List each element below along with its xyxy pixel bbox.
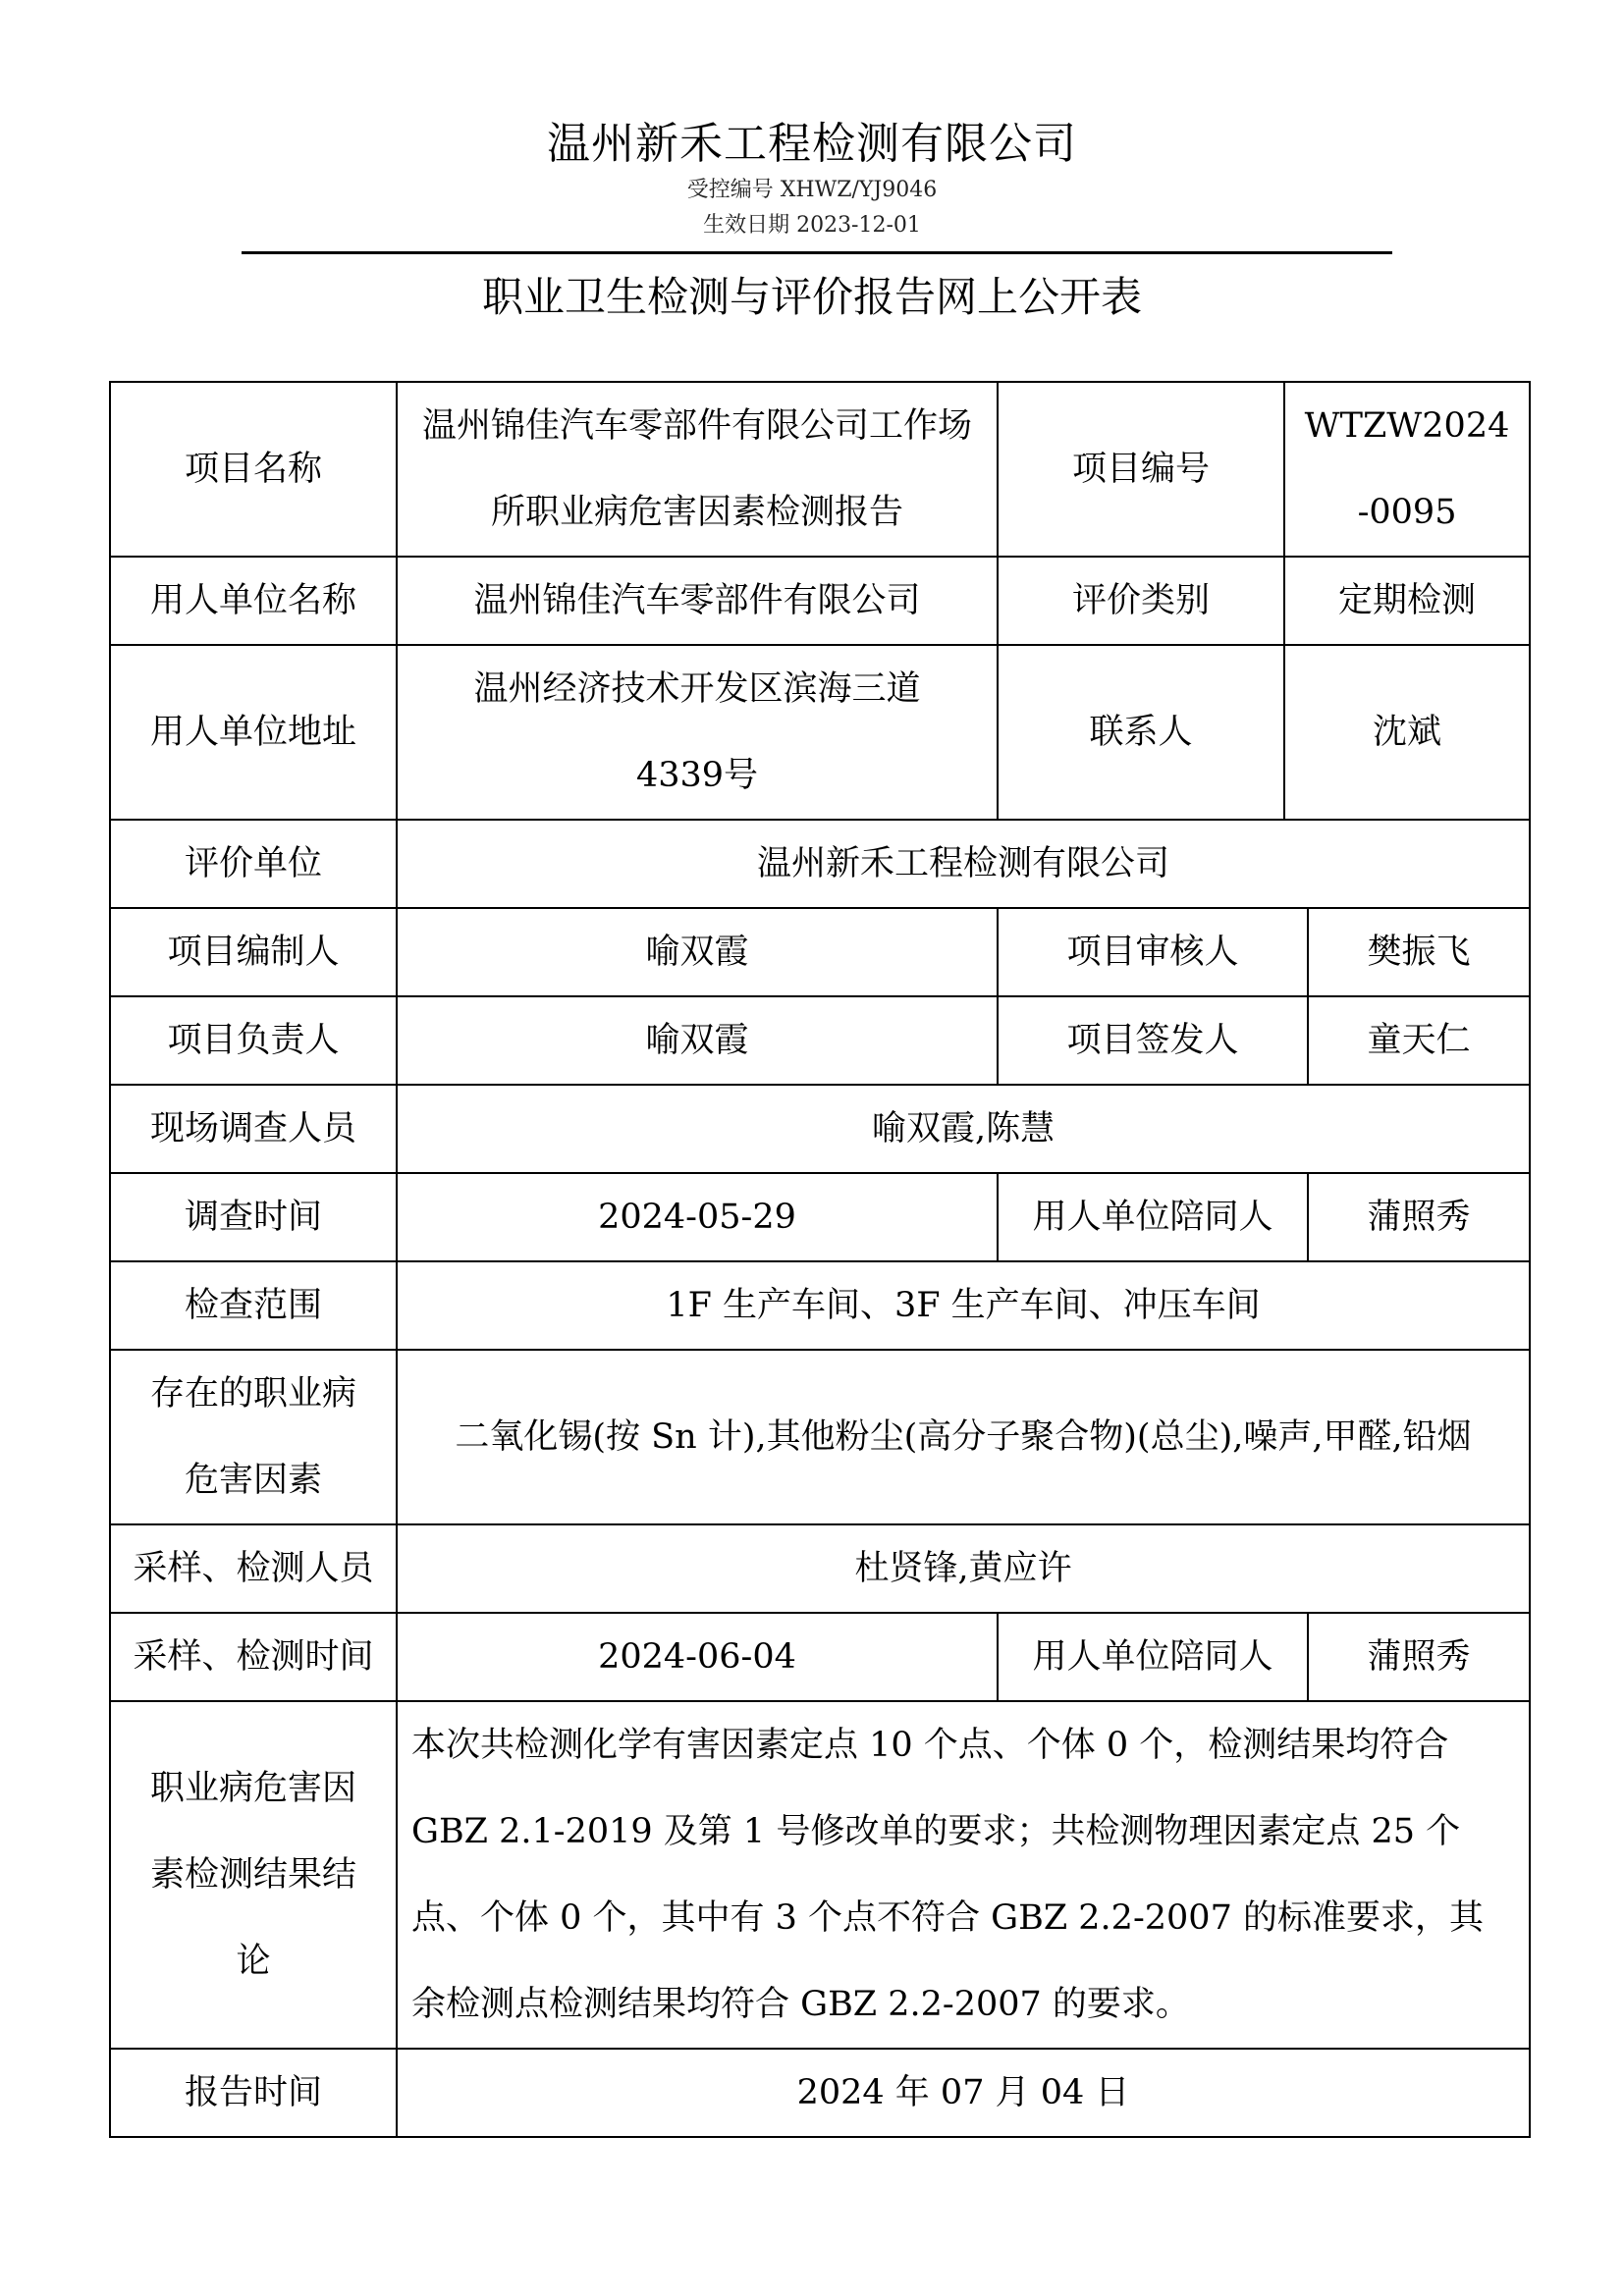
table-row <box>110 996 1530 1085</box>
leader-value: 喻双霞 <box>397 996 998 1085</box>
table-row <box>110 908 1530 996</box>
row-label: 现场调查人员 <box>110 1085 397 1173</box>
table-row <box>110 2049 1530 2137</box>
project-number-value: WTZW2024-0095 <box>1284 382 1530 557</box>
evaluation-type-value: 定期检测 <box>1284 557 1530 645</box>
row-label: 项目编制人 <box>110 908 397 996</box>
table-row <box>110 1613 1530 1701</box>
report-time-value: 2024 年 07 月 04 日 <box>397 2049 1530 2137</box>
investigators-value: 喻双霞,陈慧 <box>397 1085 1530 1173</box>
row-label: 采样、检测人员 <box>110 1524 397 1613</box>
employer-address-value: 温州经济技术开发区滨海三道4339号 <box>397 645 998 820</box>
row-label: 报告时间 <box>110 2049 397 2137</box>
table-row <box>110 1261 1530 1350</box>
row-label: 评价单位 <box>110 820 397 908</box>
issuer-value: 童天仁 <box>1308 996 1530 1085</box>
effective-date: 生效日期 2023-12-01 <box>703 213 921 238</box>
row-label: 项目编号 <box>998 382 1284 557</box>
contact-person-value: 沈斌 <box>1284 645 1530 820</box>
row-label: 项目负责人 <box>110 996 397 1085</box>
header-divider <box>242 251 1392 254</box>
table-row <box>110 1173 1530 1261</box>
row-label: 职业病危害因素检测结果结论 <box>110 1701 397 2049</box>
row-label: 调查时间 <box>110 1173 397 1261</box>
table-row <box>110 645 1530 820</box>
row-label: 项目审核人 <box>998 908 1308 996</box>
table-row <box>110 1701 1530 2049</box>
table-row <box>110 382 1530 557</box>
evaluator-value: 温州新禾工程检测有限公司 <box>397 820 1530 908</box>
survey-time-value: 2024-05-29 <box>397 1173 998 1261</box>
table-row <box>110 557 1530 645</box>
row-label: 检查范围 <box>110 1261 397 1350</box>
table-row <box>110 1524 1530 1613</box>
sampling-staff-value: 杜贤锋,黄应许 <box>397 1524 1530 1613</box>
row-label: 项目签发人 <box>998 996 1308 1085</box>
row-label: 采样、检测时间 <box>110 1613 397 1701</box>
document-title: 职业卫生检测与评价报告网上公开表 <box>481 273 1142 321</box>
row-label: 评价类别 <box>998 557 1284 645</box>
row-label: 联系人 <box>998 645 1284 820</box>
reviewer-value: 樊振飞 <box>1308 908 1530 996</box>
employer-name-value: 温州锦佳汽车零部件有限公司 <box>397 557 998 645</box>
row-label: 项目名称 <box>110 382 397 557</box>
project-name-value: 温州锦佳汽车零部件有限公司工作场所职业病危害因素检测报告 <box>397 382 998 557</box>
row-label: 存在的职业病危害因素 <box>110 1350 397 1524</box>
document-header <box>0 116 1624 243</box>
row-label: 用人单位陪同人 <box>998 1613 1308 1701</box>
conclusion-value: 本次共检测化学有害因素定点 10 个点、个体 0 个，检测结果均符合 GBZ 2.1-2019 及第 1 号修改单的要求；共检测物理因素定点 25 个点、个体 0 个，其中有 3 个点不符合 GBZ 2.2-2007 的标准要求，其余检测点检测结果均符合 GBZ 2.2-2007 的要求。 <box>397 1701 1530 2049</box>
table-row <box>110 1085 1530 1173</box>
sampling-time-value: 2024-06-04 <box>397 1613 998 1701</box>
sampling-companion-value: 蒲照秀 <box>1308 1613 1530 1701</box>
row-label: 用人单位地址 <box>110 645 397 820</box>
control-number: 受控编号 XHWZ/YJ9046 <box>686 178 938 202</box>
scope-value: 1F 生产车间、3F 生产车间、冲压车间 <box>397 1261 1530 1350</box>
table-row <box>110 1350 1530 1524</box>
disclosure-table <box>109 381 1531 2138</box>
survey-companion-value: 蒲照秀 <box>1308 1173 1530 1261</box>
compiler-value: 喻双霞 <box>397 908 998 996</box>
table-row <box>110 820 1530 908</box>
company-name: 温州新禾工程检测有限公司 <box>547 119 1077 169</box>
row-label: 用人单位名称 <box>110 557 397 645</box>
hazards-value: 二氧化锡(按 Sn 计),其他粉尘(高分子聚合物)(总尘),噪声,甲醛,铅烟 <box>397 1350 1530 1524</box>
row-label: 用人单位陪同人 <box>998 1173 1308 1261</box>
